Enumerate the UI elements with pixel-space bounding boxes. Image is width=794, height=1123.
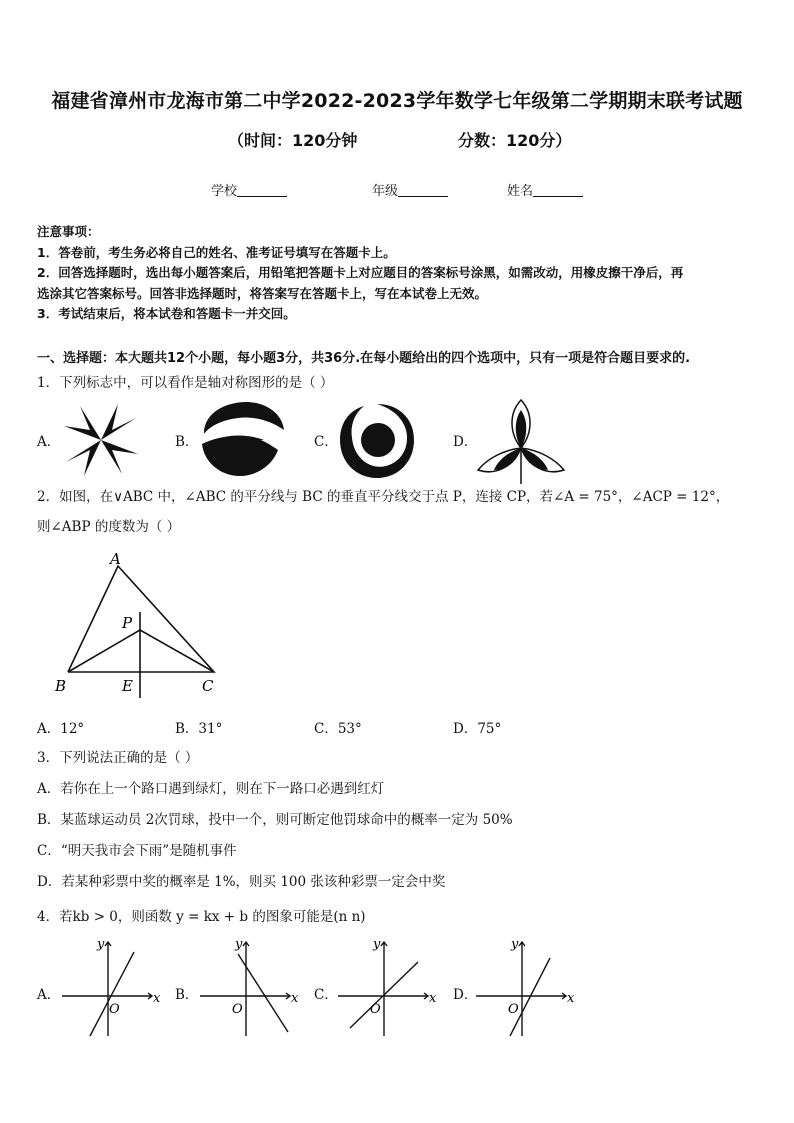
- school-label: 学校: [211, 184, 238, 199]
- q4-graph-a: [60, 936, 160, 1040]
- q3-option-b: B．某蓝球运动员 2次罚球，投中一个，则可断定他罚球命中的概率一定为 50%: [37, 812, 513, 828]
- q2-option-b: B．31°: [175, 721, 223, 737]
- exam-score: 分数：120分）: [458, 131, 572, 150]
- name-field: [507, 180, 583, 199]
- question-2-stem: 2．如图，在∨ABC 中，∠ABC 的平分线与 BC 的垂直平分线交于点 P，连接 CP，若∠A = 75°，∠ACP = 12°，: [37, 489, 730, 505]
- origin-label: O: [109, 1002, 120, 1017]
- q4-option-c-label: C．: [314, 987, 338, 1003]
- logo-a-pinwheel-icon: [60, 400, 142, 480]
- q4-option-b-label: B．: [175, 987, 199, 1003]
- q3-option-c: C．“明天我市会下雨”是随机事件: [37, 843, 237, 859]
- logo-c-ring-icon: [336, 400, 418, 482]
- axis-x-label: x: [291, 991, 298, 1006]
- question-3-stem: 3．下列说法正确的是（ ）: [37, 750, 199, 766]
- q1-option-b-label: B．: [175, 434, 199, 450]
- note-item: 1．答卷前，考生务必将自己的姓名、准考证号填写在答题卡上。: [37, 245, 396, 260]
- q4-graph-b: [198, 936, 298, 1040]
- logo-d-three-petal-icon: [474, 396, 568, 486]
- question-1-stem: 1．下列标志中，可以看作是轴对称图形的是（ ）: [37, 375, 334, 391]
- fig-label-c: C: [202, 677, 214, 695]
- school-field: [211, 180, 287, 199]
- school-blank: [237, 184, 287, 197]
- q3-option-d: D．若某种彩票中奖的概率是 1%，则买 100 张该种彩票一定会中奖: [37, 874, 446, 890]
- q2-option-a: A．12°: [37, 721, 85, 737]
- grade-blank: [398, 184, 448, 197]
- axis-x-label: x: [153, 991, 160, 1006]
- q1-option-c-label: C．: [314, 434, 338, 450]
- notes-heading: 注意事项：: [37, 224, 100, 239]
- q4-option-d-label: D．: [453, 987, 478, 1003]
- q1-option-d-label: D．: [453, 434, 478, 450]
- origin-label: O: [232, 1002, 243, 1017]
- fig-label-p: P: [122, 614, 133, 632]
- q4-graph-c: [336, 936, 436, 1040]
- fig-label-b: B: [55, 677, 67, 695]
- axis-y-label: y: [373, 937, 381, 952]
- axis-y-label: y: [511, 937, 519, 952]
- question-2-stem-cont: 则∠ABP 的度数为（ ）: [37, 519, 181, 535]
- page-title: 福建省漳州市龙海市第二中学2022-2023学年数学七年级第二学期期末联考试题: [51, 90, 743, 112]
- axis-x-label: x: [567, 991, 574, 1006]
- note-item: 选涂其它答案标号。回答非选择题时，将答案写在答题卡上，写在本试卷上无效。: [37, 286, 488, 301]
- axis-y-label: y: [97, 937, 105, 952]
- fig-label-e: E: [122, 677, 133, 695]
- section-heading: 一、选择题：本大题共12个小题，每小题3分，共36分.在每小题给出的四个选项中，只有一项是符合题目要求的.: [37, 351, 691, 366]
- logo-b-split-circle-icon: [198, 400, 286, 478]
- q3-option-a: A．若你在上一个路口遇到绿灯，则在下一路口必遇到红灯: [37, 781, 385, 797]
- note-item: 3．考试结束后，将本试卷和答题卡一并交回。: [37, 306, 296, 321]
- origin-label: O: [508, 1002, 519, 1017]
- q4-option-a-label: A．: [37, 987, 61, 1003]
- grade-field: [372, 180, 448, 199]
- q2-triangle-figure: [50, 548, 230, 700]
- question-4-stem: 4．若kb > 0，则函数 y = kx + b 的图象可能是(n n): [37, 909, 366, 925]
- axis-x-label: x: [429, 991, 436, 1006]
- axis-y-label: y: [235, 937, 243, 952]
- name-blank: [533, 184, 583, 197]
- exam-time: （时间：120分钟: [228, 131, 358, 150]
- q4-graph-d: [474, 936, 574, 1040]
- q1-option-a-label: A．: [37, 434, 61, 450]
- q2-option-d: D．75°: [453, 721, 502, 737]
- q2-option-c: C．53°: [314, 721, 362, 737]
- name-label: 姓名: [507, 184, 534, 199]
- origin-label: O: [370, 1002, 381, 1017]
- grade-label: 年级: [372, 184, 399, 199]
- note-item: 2．回答选择题时，选出每小题答案后，用铅笔把答题卡上对应题目的答案标号涂黑，如需改动，用橡皮擦干净后，再: [37, 265, 684, 280]
- fig-label-a: A: [110, 550, 121, 568]
